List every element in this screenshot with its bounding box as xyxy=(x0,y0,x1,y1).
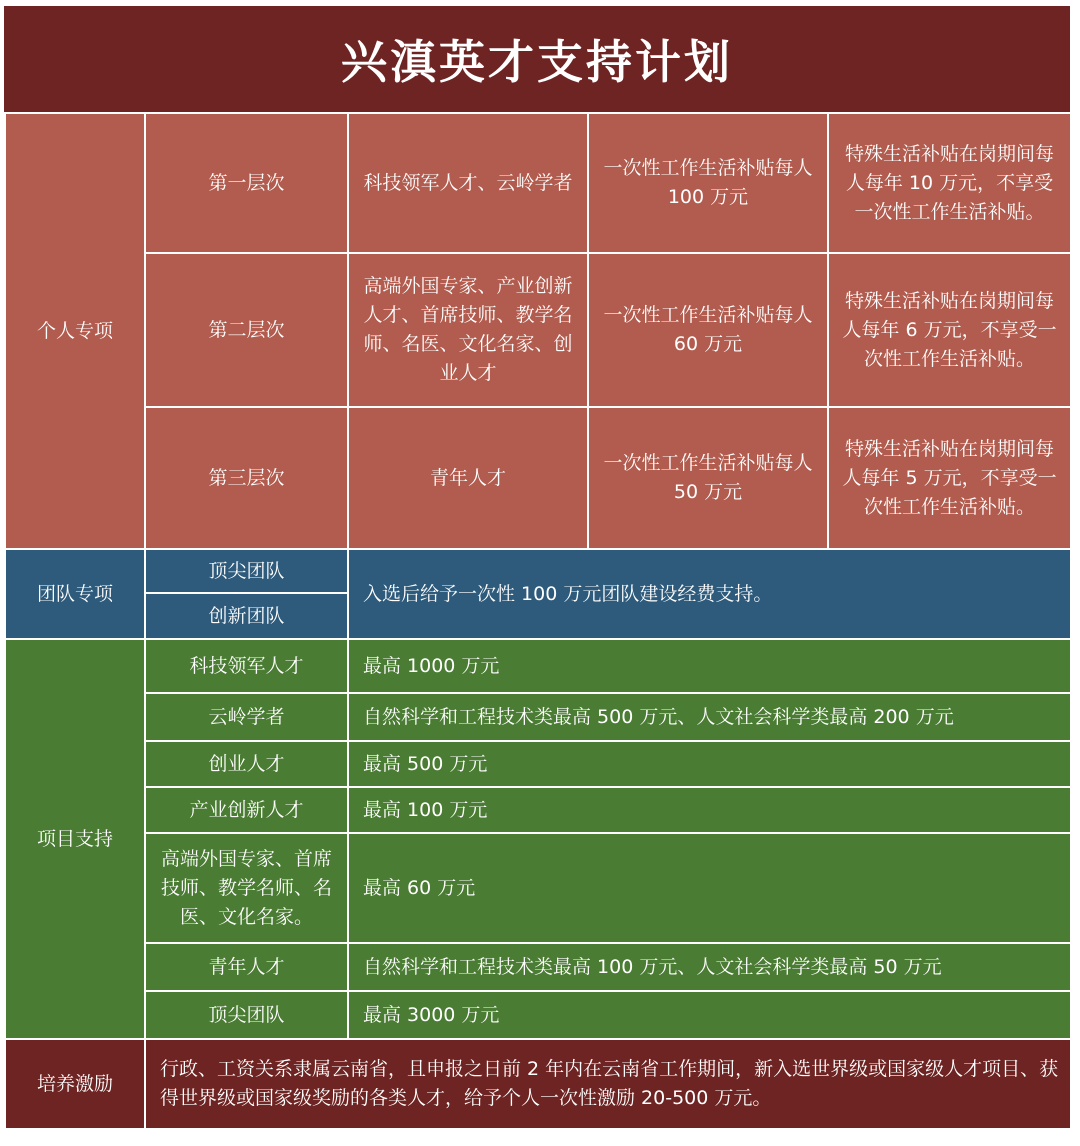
one-time-subsidy-cell: 一次性工作生活补贴每人 50 万元 xyxy=(588,407,828,549)
one-time-subsidy-cell: 一次性工作生活补贴每人 100 万元 xyxy=(588,113,828,253)
one-time-subsidy-cell: 一次性工作生活补贴每人 60 万元 xyxy=(588,253,828,407)
level-cell: 第三层次 xyxy=(145,407,348,549)
category-incentive: 培养激励 xyxy=(5,1039,145,1129)
table-row xyxy=(5,787,1071,833)
page-title: 兴滇英才支持计划 xyxy=(4,6,1070,112)
special-subsidy-cell: 特殊生活补贴在岗期间每人每年 5 万元，不享受一次性工作生活补贴。 xyxy=(828,407,1071,549)
table-row xyxy=(5,1039,1071,1129)
table-row xyxy=(5,991,1071,1039)
talent-cell: 高端外国专家、产业创新人才、首席技师、教学名师、名医、文化名家、创业人才 xyxy=(348,253,588,407)
team-support-cell: 入选后给予一次性 100 万元团队建设经费支持。 xyxy=(348,549,1071,639)
incentive-text-cell: 行政、工资关系隶属云南省，且申报之日前 2 年内在云南省工作期间，新入选世界级或国家级人才项目、获得世界级或国家级奖励的各类人才，给予个人一次性激励 20-500 万元。 xyxy=(145,1039,1071,1129)
project-amount-cell: 最高 500 万元 xyxy=(348,741,1071,787)
project-amount-cell: 最高 3000 万元 xyxy=(348,991,1071,1039)
project-amount-cell: 自然科学和工程技术类最高 100 万元、人文社会科学类最高 50 万元 xyxy=(348,943,1071,991)
team-type-cell: 顶尖团队 xyxy=(145,549,348,593)
policy-sheet xyxy=(4,6,1070,1136)
category-project: 项目支持 xyxy=(5,639,145,1039)
project-talent-cell: 产业创新人才 xyxy=(145,787,348,833)
project-talent-cell: 创业人才 xyxy=(145,741,348,787)
table-row xyxy=(5,549,1071,593)
table-row xyxy=(5,693,1071,741)
table-row xyxy=(5,113,1071,253)
project-talent-cell: 科技领军人才 xyxy=(145,639,348,693)
special-subsidy-cell: 特殊生活补贴在岗期间每人每年 10 万元，不享受一次性工作生活补贴。 xyxy=(828,113,1071,253)
level-cell: 第二层次 xyxy=(145,253,348,407)
table-row xyxy=(5,741,1071,787)
talent-cell: 科技领军人才、云岭学者 xyxy=(348,113,588,253)
level-cell: 第一层次 xyxy=(145,113,348,253)
table-row xyxy=(5,407,1071,549)
project-talent-cell: 云岭学者 xyxy=(145,693,348,741)
project-amount-cell: 最高 100 万元 xyxy=(348,787,1071,833)
project-amount-cell: 自然科学和工程技术类最高 500 万元、人文社会科学类最高 200 万元 xyxy=(348,693,1071,741)
project-amount-cell: 最高 60 万元 xyxy=(348,833,1071,943)
table-row xyxy=(5,833,1071,943)
project-amount-cell: 最高 1000 万元 xyxy=(348,639,1071,693)
talent-cell: 青年人才 xyxy=(348,407,588,549)
project-talent-cell: 顶尖团队 xyxy=(145,991,348,1039)
special-subsidy-cell: 特殊生活补贴在岗期间每人每年 6 万元，不享受一次性工作生活补贴。 xyxy=(828,253,1071,407)
table-row xyxy=(5,639,1071,693)
category-team: 团队专项 xyxy=(5,549,145,639)
policy-table xyxy=(4,112,1072,1130)
project-talent-cell: 青年人才 xyxy=(145,943,348,991)
project-talent-cell: 高端外国专家、首席技师、教学名师、名医、文化名家。 xyxy=(145,833,348,943)
table-row xyxy=(5,253,1071,407)
category-personal: 个人专项 xyxy=(5,113,145,549)
team-type-cell: 创新团队 xyxy=(145,593,348,639)
table-row xyxy=(5,943,1071,991)
